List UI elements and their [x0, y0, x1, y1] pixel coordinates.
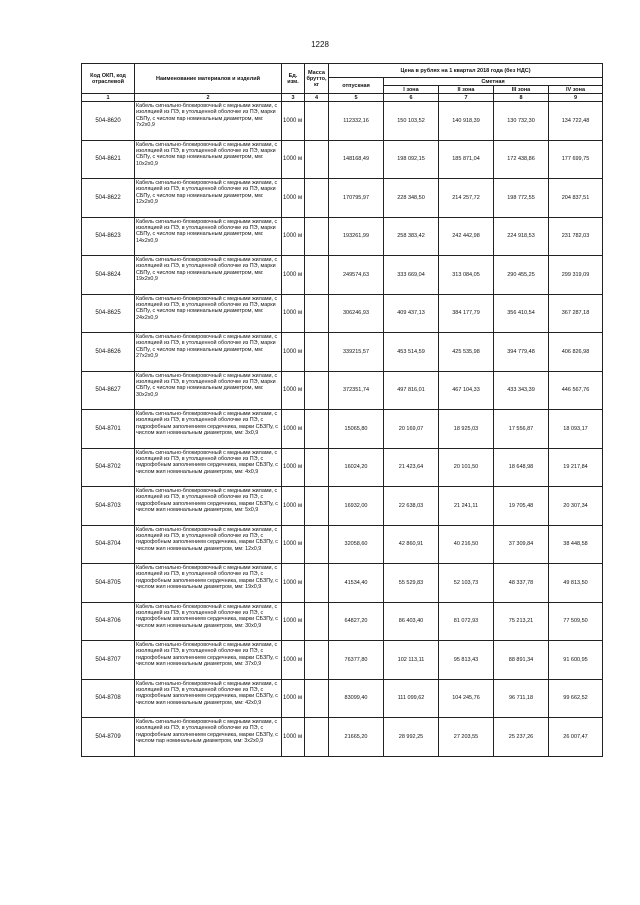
header-mass: Масса брутто, кг [305, 64, 329, 94]
cell-zone-3-price: 96 711,18 [494, 679, 549, 718]
table-row [82, 256, 603, 295]
table-row [82, 602, 603, 641]
cell-release-price: 372351,74 [329, 371, 384, 410]
cell-zone-1-price: 228 348,50 [384, 179, 439, 218]
table-row [82, 333, 603, 372]
cell-unit: 1000 м [282, 718, 305, 757]
cell-unit: 1000 м [282, 102, 305, 141]
cell-mass [305, 448, 329, 487]
cell-name: Кабель сигнально-блокировочный с медными жилами, с изоляцией из ПЭ, в утолщенной оболочке из ПЭ, марки СБПу, с числом пар номинальным диаметром, мм: 30x2x0,9 [135, 371, 282, 410]
cell-zone-2-price: 81 072,93 [439, 602, 494, 641]
cell-code: 504-8622 [82, 179, 135, 218]
cell-zone-1-price: 55 529,83 [384, 564, 439, 603]
cell-zone-2-price: 18 925,03 [439, 410, 494, 449]
cell-name: Кабель сигнально-блокировочный с медными жилами, с изоляцией из ПЭ, в утолщенной оболочке из ПЭ, марки СБПу, с числом пар номинальным диаметром, мм: 24x2x0,9 [135, 294, 282, 333]
cell-zone-3-price: 172 438,86 [494, 140, 549, 179]
cell-zone-3-price: 356 410,54 [494, 294, 549, 333]
table-row [82, 564, 603, 603]
cell-zone-4-price: 299 319,09 [549, 256, 603, 295]
table-row [82, 371, 603, 410]
cell-name: Кабель сигнально-блокировочный с медными жилами, с изоляцией из ПЭ, в утолщенной оболочке из ПЭ, с гидрофобным заполнением сердечника, марки СБЗПу, с числом жил номинальным диаметром, мм: 3x0,9 [135, 410, 282, 449]
cell-zone-2-price: 242 442,98 [439, 217, 494, 256]
column-number: 8 [494, 94, 549, 102]
cell-mass [305, 217, 329, 256]
cell-code: 504-8707 [82, 641, 135, 680]
cell-mass [305, 102, 329, 141]
header-zone-1: I зона [384, 86, 439, 94]
header-estimated: Сметная [384, 78, 603, 86]
table-row [82, 487, 603, 526]
cell-zone-4-price: 91 600,95 [549, 641, 603, 680]
cell-zone-4-price: 26 007,47 [549, 718, 603, 757]
cell-release-price: 112332,16 [329, 102, 384, 141]
cell-zone-1-price: 198 092,15 [384, 140, 439, 179]
cell-code: 504-8708 [82, 679, 135, 718]
price-table [81, 63, 603, 757]
cell-zone-1-price: 111 099,62 [384, 679, 439, 718]
header-code: Код ОКП, код отраслевой [82, 64, 135, 94]
cell-unit: 1000 м [282, 410, 305, 449]
cell-code: 504-8705 [82, 564, 135, 603]
cell-unit: 1000 м [282, 140, 305, 179]
cell-zone-1-price: 28 992,25 [384, 718, 439, 757]
cell-name: Кабель сигнально-блокировочный с медными жилами, с изоляцией из ПЭ, в утолщенной оболочке из ПЭ, марки СБПу, с числом пар номинальным диаметром, мм: 7x2x0,9 [135, 102, 282, 141]
cell-mass [305, 140, 329, 179]
cell-zone-4-price: 406 826,98 [549, 333, 603, 372]
cell-zone-1-price: 20 169,07 [384, 410, 439, 449]
column-number: 4 [305, 94, 329, 102]
cell-mass [305, 679, 329, 718]
cell-code: 504-8701 [82, 410, 135, 449]
cell-code: 504-8625 [82, 294, 135, 333]
cell-zone-3-price: 130 732,30 [494, 102, 549, 141]
column-number: 7 [439, 94, 494, 102]
cell-name: Кабель сигнально-блокировочный с медными жилами, с изоляцией из ПЭ, в утолщенной оболочке из ПЭ, марки СБПу, с числом пар номинальным диаметром, мм: 19x2x0,9 [135, 256, 282, 295]
cell-zone-4-price: 77 509,50 [549, 602, 603, 641]
column-number: 9 [549, 94, 603, 102]
cell-code: 504-8621 [82, 140, 135, 179]
cell-release-price: 15065,80 [329, 410, 384, 449]
cell-release-price: 339215,57 [329, 333, 384, 372]
cell-zone-2-price: 140 918,39 [439, 102, 494, 141]
table-row [82, 718, 603, 757]
cell-zone-1-price: 409 437,13 [384, 294, 439, 333]
cell-zone-2-price: 20 101,50 [439, 448, 494, 487]
cell-zone-3-price: 394 779,48 [494, 333, 549, 372]
header-name: Наименование материалов и изделий [135, 64, 282, 94]
cell-zone-1-price: 42 860,91 [384, 525, 439, 564]
column-number: 3 [282, 94, 305, 102]
cell-zone-3-price: 48 337,78 [494, 564, 549, 603]
cell-code: 504-8706 [82, 602, 135, 641]
cell-unit: 1000 м [282, 217, 305, 256]
cell-zone-4-price: 49 813,50 [549, 564, 603, 603]
cell-release-price: 193261,99 [329, 217, 384, 256]
cell-zone-2-price: 52 103,73 [439, 564, 494, 603]
cell-release-price: 83099,40 [329, 679, 384, 718]
cell-code: 504-8702 [82, 448, 135, 487]
cell-unit: 1000 м [282, 564, 305, 603]
cell-release-price: 32058,60 [329, 525, 384, 564]
cell-zone-1-price: 102 113,11 [384, 641, 439, 680]
cell-name: Кабель сигнально-блокировочный с медными жилами, с изоляцией из ПЭ, в утолщенной оболочке из ПЭ, с гидрофобным заполнением сердечника, марки СБЗПу, с числом жил номинальным диаметром, мм: 19x0,9 [135, 564, 282, 603]
cell-release-price: 16932,00 [329, 487, 384, 526]
cell-name: Кабель сигнально-блокировочный с медными жилами, с изоляцией из ПЭ, в утолщенной оболочке из ПЭ, марки СБПу, с числом пар номинальным диаметром, мм: 10x2x0,9 [135, 140, 282, 179]
cell-zone-3-price: 433 343,39 [494, 371, 549, 410]
cell-code: 504-8627 [82, 371, 135, 410]
cell-zone-2-price: 185 871,04 [439, 140, 494, 179]
cell-mass [305, 256, 329, 295]
cell-zone-1-price: 333 669,04 [384, 256, 439, 295]
cell-name: Кабель сигнально-блокировочный с медными жилами, с изоляцией из ПЭ, в утолщенной оболочке из ПЭ, с гидрофобным заполнением сердечника, марки СБЗПу, с числом жил номинальным диаметром, мм: 30x0,9 [135, 602, 282, 641]
cell-unit: 1000 м [282, 333, 305, 372]
cell-name: Кабель сигнально-блокировочный с медными жилами, с изоляцией из ПЭ, в утолщенной оболочке из ПЭ, марки СБПу, с числом пар номинальным диаметром, мм: 14x2x0,9 [135, 217, 282, 256]
cell-zone-3-price: 290 455,25 [494, 256, 549, 295]
cell-unit: 1000 м [282, 294, 305, 333]
cell-zone-4-price: 18 093,17 [549, 410, 603, 449]
cell-unit: 1000 м [282, 641, 305, 680]
cell-mass [305, 179, 329, 218]
table-row [82, 448, 603, 487]
column-number: 5 [329, 94, 384, 102]
table-row [82, 679, 603, 718]
cell-zone-4-price: 367 287,18 [549, 294, 603, 333]
cell-mass [305, 564, 329, 603]
cell-unit: 1000 м [282, 602, 305, 641]
cell-code: 504-8626 [82, 333, 135, 372]
cell-mass [305, 487, 329, 526]
cell-zone-2-price: 21 241,11 [439, 487, 494, 526]
cell-release-price: 306246,93 [329, 294, 384, 333]
cell-zone-1-price: 86 403,40 [384, 602, 439, 641]
table-row [82, 641, 603, 680]
cell-zone-1-price: 453 514,59 [384, 333, 439, 372]
column-numbers-row [82, 94, 603, 102]
header-zone-2: II зона [439, 86, 494, 94]
cell-release-price: 249574,63 [329, 256, 384, 295]
cell-release-price: 64827,20 [329, 602, 384, 641]
cell-name: Кабель сигнально-блокировочный с медными жилами, с изоляцией из ПЭ, в утолщенной оболочке из ПЭ, с гидрофобным заполнением сердечника, марки СБЗПу, с числом жил номинальным диаметром, мм: 4x0,9 [135, 448, 282, 487]
cell-unit: 1000 м [282, 179, 305, 218]
cell-mass [305, 718, 329, 757]
cell-zone-4-price: 134 722,48 [549, 102, 603, 141]
cell-mass [305, 641, 329, 680]
cell-zone-1-price: 22 638,03 [384, 487, 439, 526]
cell-release-price: 41534,40 [329, 564, 384, 603]
cell-code: 504-8709 [82, 718, 135, 757]
cell-zone-4-price: 99 662,52 [549, 679, 603, 718]
header-zone-4: IV зона [549, 86, 603, 94]
cell-release-price: 148168,49 [329, 140, 384, 179]
cell-zone-4-price: 231 782,03 [549, 217, 603, 256]
cell-zone-4-price: 20 307,34 [549, 487, 603, 526]
cell-zone-2-price: 104 245,76 [439, 679, 494, 718]
cell-mass [305, 333, 329, 372]
table-body [82, 102, 603, 757]
column-number: 1 [82, 94, 135, 102]
cell-unit: 1000 м [282, 448, 305, 487]
cell-name: Кабель сигнально-блокировочный с медными жилами, с изоляцией из ПЭ, в утолщенной оболочке из ПЭ, марки СБПу, с числом пар номинальным диаметром, мм: 12x2x0,9 [135, 179, 282, 218]
cell-zone-1-price: 150 103,52 [384, 102, 439, 141]
cell-release-price: 21665,20 [329, 718, 384, 757]
cell-code: 504-8624 [82, 256, 135, 295]
cell-name: Кабель сигнально-блокировочный с медными жилами, с изоляцией из ПЭ, в утолщенной оболочке из ПЭ, с гидрофобным заполнением сердечника, марки СБЗПу, с числом жил номинальным диаметром, мм: 5x0,9 [135, 487, 282, 526]
cell-zone-1-price: 21 423,64 [384, 448, 439, 487]
cell-zone-3-price: 25 237,26 [494, 718, 549, 757]
cell-zone-2-price: 40 216,50 [439, 525, 494, 564]
header-price-group: Цена в рублях на 1 квартал 2018 года (без НДС) [329, 64, 603, 78]
cell-zone-4-price: 446 567,76 [549, 371, 603, 410]
cell-zone-4-price: 38 448,58 [549, 525, 603, 564]
table-row [82, 294, 603, 333]
header-unit: Ед. изм. [282, 64, 305, 94]
cell-code: 504-8703 [82, 487, 135, 526]
cell-name: Кабель сигнально-блокировочный с медными жилами, с изоляцией из ПЭ, в утолщенной оболочке из ПЭ, марки СБПу, с числом пар номинальным диаметром, мм: 27x2x0,9 [135, 333, 282, 372]
cell-zone-2-price: 384 177,79 [439, 294, 494, 333]
cell-mass [305, 294, 329, 333]
table-row [82, 179, 603, 218]
table-row [82, 140, 603, 179]
table-row [82, 217, 603, 256]
cell-code: 504-8623 [82, 217, 135, 256]
page-number: 1228 [311, 40, 329, 49]
cell-zone-3-price: 224 918,53 [494, 217, 549, 256]
column-number: 6 [384, 94, 439, 102]
header-release: отпускная [329, 78, 384, 94]
cell-code: 504-8704 [82, 525, 135, 564]
header-zone-3: III зона [494, 86, 549, 94]
cell-name: Кабель сигнально-блокировочный с медными жилами, с изоляцией из ПЭ, в утолщенной оболочке из ПЭ, с гидрофобным заполнением сердечника, марки СБЗПу, с числом пар номинальным диаметром, мм: 3x2x0,9 [135, 718, 282, 757]
cell-mass [305, 410, 329, 449]
cell-release-price: 16024,20 [329, 448, 384, 487]
cell-zone-2-price: 27 203,55 [439, 718, 494, 757]
cell-zone-1-price: 258 383,42 [384, 217, 439, 256]
cell-zone-3-price: 17 556,87 [494, 410, 549, 449]
cell-name: Кабель сигнально-блокировочный с медными жилами, с изоляцией из ПЭ, в утолщенной оболочке из ПЭ, с гидрофобным заполнением сердечника, марки СБЗПу, с числом жил номинальным диаметром, мм: 37x0,9 [135, 641, 282, 680]
cell-name: Кабель сигнально-блокировочный с медными жилами, с изоляцией из ПЭ, в утолщенной оболочке из ПЭ, с гидрофобным заполнением сердечника, марки СБЗПу, с числом жил номинальным диаметром, мм: 12x0,9 [135, 525, 282, 564]
cell-release-price: 76377,80 [329, 641, 384, 680]
cell-name: Кабель сигнально-блокировочный с медными жилами, с изоляцией из ПЭ, в утолщенной оболочке из ПЭ, с гидрофобным заполнением сердечника, марки СБЗПу, с числом жил номинальным диаметром, мм: 42x0,9 [135, 679, 282, 718]
cell-zone-2-price: 95 813,43 [439, 641, 494, 680]
cell-zone-3-price: 88 891,34 [494, 641, 549, 680]
cell-zone-2-price: 313 084,05 [439, 256, 494, 295]
cell-mass [305, 602, 329, 641]
cell-release-price: 170795,97 [329, 179, 384, 218]
cell-unit: 1000 м [282, 487, 305, 526]
cell-zone-4-price: 204 837,51 [549, 179, 603, 218]
cell-zone-3-price: 19 705,48 [494, 487, 549, 526]
table-row [82, 410, 603, 449]
cell-zone-3-price: 198 772,55 [494, 179, 549, 218]
column-number: 2 [135, 94, 282, 102]
table-row [82, 102, 603, 141]
cell-zone-4-price: 19 217,84 [549, 448, 603, 487]
cell-unit: 1000 м [282, 256, 305, 295]
cell-zone-4-price: 177 699,75 [549, 140, 603, 179]
cell-unit: 1000 м [282, 679, 305, 718]
cell-zone-3-price: 75 213,21 [494, 602, 549, 641]
cell-unit: 1000 м [282, 371, 305, 410]
cell-zone-1-price: 497 816,01 [384, 371, 439, 410]
table-row [82, 525, 603, 564]
cell-zone-2-price: 214 257,72 [439, 179, 494, 218]
cell-zone-2-price: 467 104,33 [439, 371, 494, 410]
cell-zone-3-price: 37 309,84 [494, 525, 549, 564]
cell-mass [305, 525, 329, 564]
cell-unit: 1000 м [282, 525, 305, 564]
cell-code: 504-8620 [82, 102, 135, 141]
cell-zone-3-price: 18 648,98 [494, 448, 549, 487]
cell-zone-2-price: 425 535,98 [439, 333, 494, 372]
cell-mass [305, 371, 329, 410]
